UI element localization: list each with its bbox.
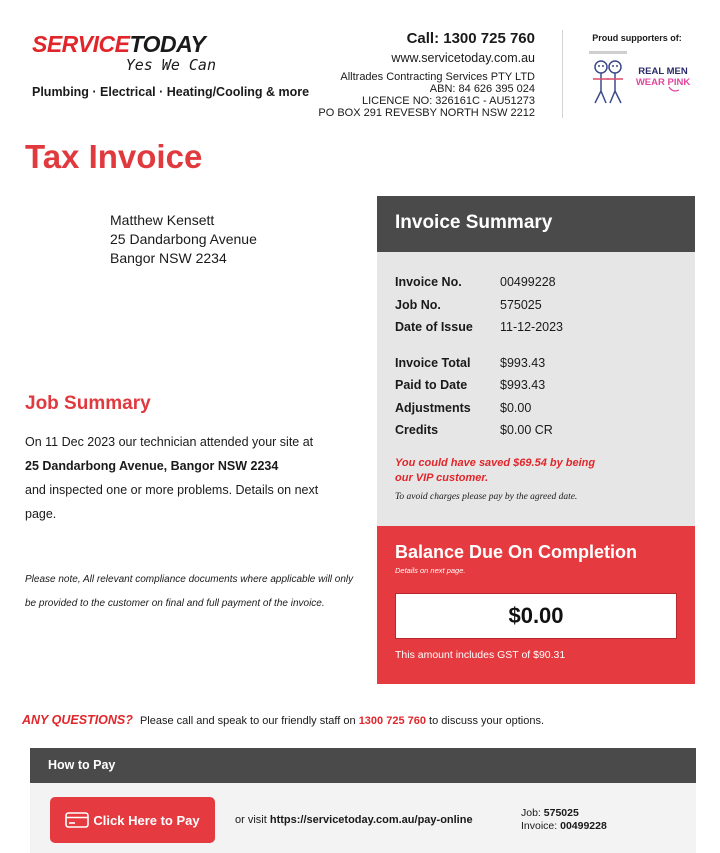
- questions-text-after: to discuss your options.: [429, 715, 544, 727]
- svg-text:REAL MEN: REAL MEN: [638, 66, 688, 77]
- gst-note: This amount includes GST of $90.31: [395, 649, 566, 661]
- pay-job-label: Job:: [521, 807, 541, 819]
- logo-tagline: Yes We Can: [125, 56, 216, 74]
- summary-value: 00499228: [500, 275, 556, 290]
- job-summary-line1: On 11 Dec 2023 our technician attended your site at: [25, 435, 314, 449]
- summary-row-invoice-total: [395, 352, 677, 375]
- questions-line: [22, 713, 544, 727]
- customer-name: Matthew Kensett: [110, 212, 215, 228]
- contact-block: [318, 30, 535, 119]
- summary-value: 575025: [500, 297, 542, 312]
- summary-value: $0.00: [500, 400, 532, 415]
- job-summary-text: [25, 430, 345, 526]
- pay-invoice-value: 00499228: [560, 820, 607, 832]
- page-title: Tax Invoice: [25, 138, 203, 175]
- supporters-block: [575, 33, 695, 109]
- summary-label: Invoice Total: [395, 355, 471, 370]
- balance-amount: $0.00: [395, 593, 677, 639]
- summary-label: Paid to Date: [395, 378, 468, 393]
- po-box: PO BOX 291 REVESBY NORTH NSW 2212: [318, 107, 535, 119]
- summary-value: $993.43: [500, 355, 546, 370]
- licence-number: LICENCE NO: 326161C - AU51273: [361, 95, 535, 107]
- summary-row-invoice-no: [395, 271, 677, 294]
- questions-text-before: Please call and speak to our friendly staff on: [139, 715, 356, 727]
- summary-value: $993.43: [500, 378, 546, 393]
- summary-label: Adjustments: [395, 400, 471, 415]
- pay-visit-prefix: or visit: [235, 814, 267, 826]
- call-number[interactable]: Call: 1300 725 760: [406, 30, 535, 47]
- pay-job-value: 575025: [543, 807, 579, 819]
- logo-word-today: TODAY: [129, 31, 206, 57]
- compliance-note: Please note, All relevant compliance documents where applicable will only be provided to the customer on final and full payment of the invoice.: [25, 574, 354, 609]
- job-summary-line2: and inspected one or more problems. Details on next page.: [25, 483, 319, 521]
- summary-label: Job No.: [395, 297, 441, 312]
- company-logo: [32, 32, 222, 74]
- summary-row-adjustments: [395, 397, 677, 420]
- summary-label: Credits: [395, 423, 439, 438]
- balance-due-heading: Balance Due On Completion: [395, 542, 638, 562]
- questions-phone-link[interactable]: 1300 725 760: [358, 715, 426, 727]
- services-line: Plumbing · Electrical · Heating/Cooling & more: [32, 85, 310, 99]
- supporters-label: Proud supporters of:: [592, 33, 682, 43]
- summary-row-credits: [395, 419, 677, 442]
- balance-due-section: [377, 526, 695, 684]
- customer-suburb: Bangor NSW 2234: [110, 250, 227, 266]
- invoice-summary-body: [377, 252, 695, 526]
- logo-wordmark: [32, 32, 222, 56]
- summary-label: Date of Issue: [395, 320, 473, 335]
- summary-value: $0.00 CR: [500, 423, 553, 438]
- website-link[interactable]: www.servicetoday.com.au: [391, 51, 535, 65]
- summary-label: Invoice No.: [395, 275, 462, 290]
- summary-row-paid-to-date: [395, 374, 677, 397]
- questions-label: ANY QUESTIONS?: [22, 713, 133, 727]
- vip-savings-message: You could have saved $69.54 by being our VIP customer.: [395, 456, 596, 484]
- company-name: Alltrades Contracting Services PTY LTD: [340, 71, 535, 83]
- svg-text:WEAR PINK: WEAR PINK: [635, 77, 691, 88]
- pay-online-line: [235, 814, 473, 826]
- logo-word-service: SERVICE: [32, 31, 130, 57]
- how-to-pay-heading: How to Pay: [30, 748, 696, 783]
- customer-address: [110, 211, 257, 268]
- invoice-summary-panel: [377, 196, 695, 684]
- how-to-pay-body: [30, 783, 696, 853]
- click-to-pay-button[interactable]: [50, 797, 215, 843]
- header-divider: [562, 30, 563, 118]
- payment-reference: [521, 807, 607, 833]
- kids-charity-logo-icon: [585, 49, 631, 107]
- summary-row-job-no: [395, 294, 677, 317]
- click-to-pay-label: Click Here to Pay: [93, 812, 200, 828]
- pay-invoice-label: Invoice:: [521, 820, 558, 832]
- abn: ABN: 84 626 395 024: [429, 83, 535, 95]
- customer-street: 25 Dandarbong Avenue: [110, 231, 257, 247]
- pay-online-link[interactable]: https://servicetoday.com.au/pay-online: [269, 814, 473, 826]
- real-men-wear-pink-logo-icon: [635, 63, 691, 99]
- job-summary-address: 25 Dandarbong Avenue, Bangor NSW 2234: [25, 459, 279, 473]
- avoid-charges-note: To avoid charges please pay by the agreed date.: [395, 491, 578, 502]
- balance-due-subtext: Details on next page.: [395, 566, 466, 575]
- summary-row-date-of-issue: [395, 316, 677, 339]
- summary-value: 11-12-2023: [500, 320, 564, 335]
- job-summary-heading: Job Summary: [25, 393, 151, 414]
- credit-card-icon: [65, 812, 89, 828]
- invoice-summary-heading: Invoice Summary: [377, 196, 695, 252]
